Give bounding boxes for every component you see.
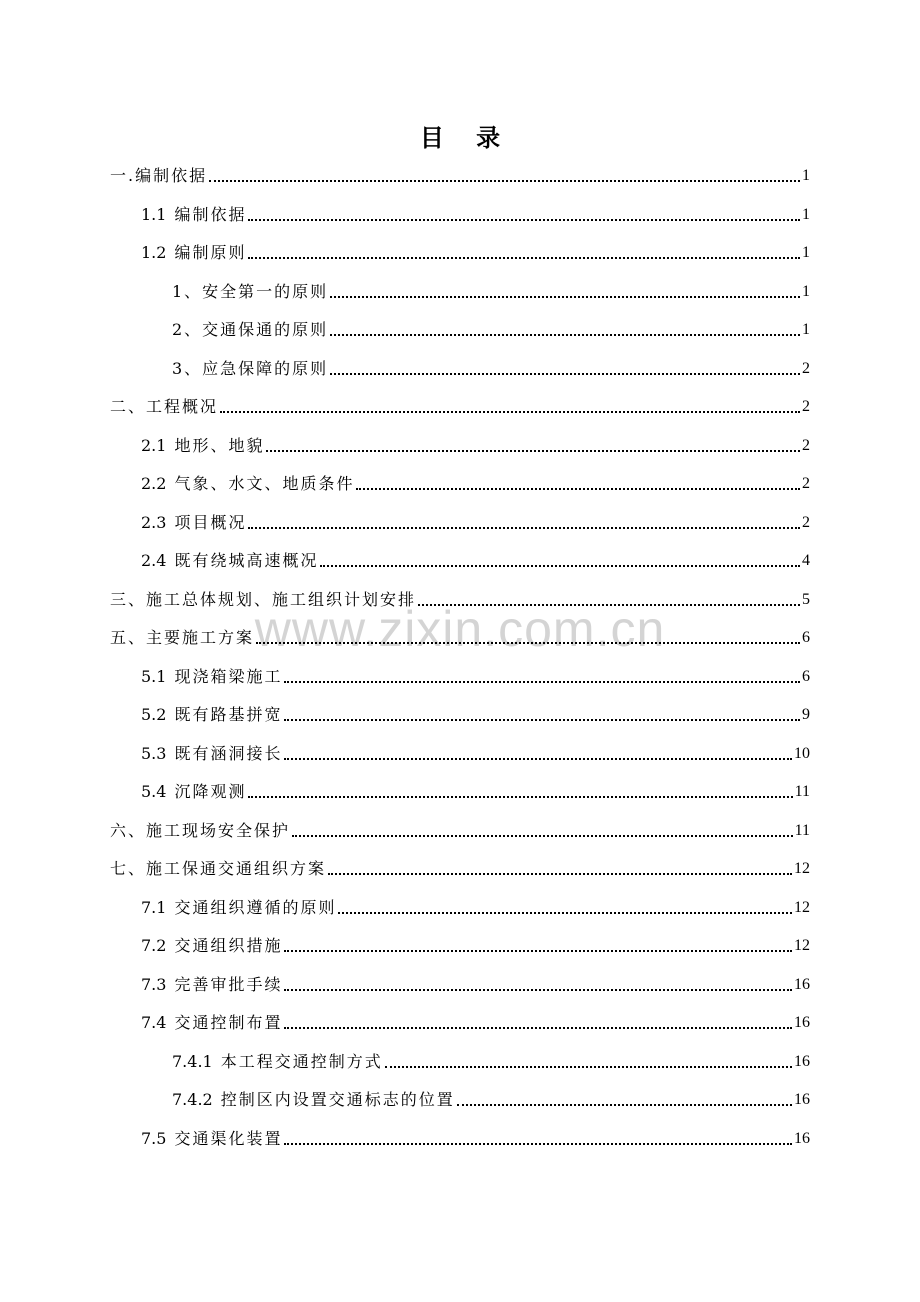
toc-dot-leader [328, 873, 792, 875]
toc-dot-leader [248, 257, 800, 259]
toc-dot-leader [356, 488, 800, 490]
toc-entry-label [141, 741, 282, 767]
toc-entry-label [141, 548, 318, 574]
toc-entry[interactable] [141, 779, 810, 805]
toc-entry-number: 7.4.1 [172, 1052, 213, 1071]
toc-entry-text: 交通组织遵循的原则 [174, 898, 337, 917]
toc-entry[interactable] [141, 702, 810, 728]
toc-entry-label [141, 702, 282, 728]
toc-entry[interactable] [110, 818, 810, 844]
toc-entry[interactable] [110, 856, 810, 882]
toc-entry-label [172, 1087, 455, 1113]
toc-entry-text: 交通控制布置 [174, 1013, 283, 1032]
toc-dot-leader [248, 219, 800, 221]
toc-entry-page-number: 4 [802, 552, 810, 569]
toc-entry-text: 1、安全第一的原则 [172, 282, 329, 301]
toc-dot-leader [330, 296, 800, 298]
toc-entry-text: 控制区内设置交通标志的位置 [220, 1090, 455, 1109]
toc-entry-label [110, 587, 416, 613]
page-title: 目 录 [419, 123, 513, 152]
toc-entry-number: 5.3 [141, 744, 167, 763]
toc-entry-number: 7.2 [141, 936, 167, 955]
toc-dot-leader [284, 758, 792, 760]
toc-entry-label [141, 240, 246, 266]
toc-entry-page-number: 1 [802, 283, 810, 300]
toc-entry-page-number: 11 [794, 783, 810, 800]
toc-entry-page-number: 1 [802, 206, 810, 223]
toc-dot-leader [418, 604, 800, 606]
toc-dot-leader [284, 950, 792, 952]
toc-entry-text: 编制原则 [174, 243, 247, 262]
toc-entry-text: 六、施工现场安全保护 [110, 821, 291, 840]
toc-entry[interactable] [172, 279, 810, 305]
toc-entry-page-number: 12 [794, 937, 810, 954]
toc-entry[interactable] [141, 933, 810, 959]
toc-entry[interactable] [110, 163, 810, 189]
toc-entry-label [141, 933, 282, 959]
watermark: www.zixin.com.cn [254, 601, 666, 657]
toc-entry-text: 交通渠化装置 [174, 1129, 283, 1148]
toc-entry[interactable] [141, 1126, 810, 1152]
toc-entry-label [141, 895, 336, 921]
toc-entry-text: 2、交通保通的原则 [172, 320, 329, 339]
toc-dot-leader [256, 642, 800, 644]
toc-entry[interactable] [110, 394, 810, 420]
toc-entry-text: 项目概况 [174, 513, 247, 532]
toc-entry-page-number: 16 [794, 1091, 810, 1108]
toc-entry-page-number: 16 [794, 976, 810, 993]
toc-entry-number: 2.1 [141, 436, 167, 455]
toc-entry[interactable] [110, 625, 810, 651]
toc-entry-page-number: 16 [794, 1053, 810, 1070]
toc-entry[interactable] [141, 471, 810, 497]
toc-entry-number: 5.1 [141, 667, 167, 686]
toc-entry-label [141, 972, 282, 998]
toc-entry-page-number: 10 [794, 745, 810, 762]
toc-entry-label [110, 625, 254, 651]
toc-dot-leader [220, 411, 800, 413]
toc-entry-label [141, 471, 354, 497]
toc-entry-label [141, 510, 246, 536]
toc-dot-leader [284, 681, 800, 683]
toc-entry-page-number: 9 [802, 706, 810, 723]
toc-entry-page-number: 16 [794, 1014, 810, 1031]
toc-entry-label [172, 279, 328, 305]
toc-entry-number: 7.4 [141, 1013, 167, 1032]
toc-entry-text: 完善审批手续 [174, 975, 283, 994]
toc-entry[interactable] [172, 356, 810, 382]
toc-entry-number: 2.4 [141, 551, 167, 570]
toc-dot-leader [292, 835, 793, 837]
toc-entry-number: 7.3 [141, 975, 167, 994]
toc-entry-text: 地形、地貌 [174, 436, 265, 455]
toc-entry-number: 5.2 [141, 705, 167, 724]
toc-entry-page-number: 1 [802, 321, 810, 338]
toc-dot-leader [338, 912, 792, 914]
toc-entry-label [141, 779, 246, 805]
toc-entry-label [141, 1126, 282, 1152]
toc-entry-label [141, 1010, 282, 1036]
toc-entry-text: 沉降观测 [174, 782, 247, 801]
toc-entry[interactable] [172, 317, 810, 343]
toc-entry-label [172, 1049, 383, 1075]
toc-dot-leader [284, 989, 792, 991]
toc-entry-number: 1.1 [141, 205, 167, 224]
toc-entry-text: 七、施工保通交通组织方案 [110, 859, 327, 878]
toc-dot-leader [209, 180, 800, 182]
toc-entry-number: 1.2 [141, 243, 167, 262]
toc-entry-page-number: 12 [794, 899, 810, 916]
toc-dot-leader [385, 1066, 792, 1068]
toc-dot-leader [330, 373, 800, 375]
toc-entry-page-number: 6 [802, 629, 810, 646]
toc-entry-page-number: 2 [802, 437, 810, 454]
toc-entry[interactable] [141, 895, 810, 921]
toc-entry-label [110, 394, 218, 420]
toc-entry-label [110, 163, 207, 189]
toc-dot-leader [284, 719, 800, 721]
toc-entry[interactable] [141, 510, 810, 536]
toc-entry[interactable] [172, 1087, 810, 1113]
toc-entry-page-number: 2 [802, 398, 810, 415]
toc-entry-number: 7.5 [141, 1129, 167, 1148]
toc-dot-leader [248, 527, 800, 529]
toc-entry-label [141, 202, 246, 228]
toc-entry-text: 五、主要施工方案 [110, 628, 255, 647]
toc-dot-leader [320, 565, 800, 567]
toc-entry-label [172, 317, 328, 343]
toc-entry-page-number: 1 [802, 244, 810, 261]
toc-entry-number: 7.1 [141, 898, 167, 917]
toc-entry[interactable] [110, 587, 810, 613]
toc-entry[interactable] [141, 202, 810, 228]
toc-entry[interactable] [141, 664, 810, 690]
toc-entry-label [141, 433, 264, 459]
toc-entry-page-number: 6 [802, 668, 810, 685]
toc-entry-label [172, 356, 328, 382]
toc-entry[interactable] [141, 240, 810, 266]
toc-entry-text: 既有路基拼宽 [174, 705, 283, 724]
toc-entry-page-number: 16 [794, 1130, 810, 1147]
toc-entry[interactable] [141, 972, 810, 998]
toc-dot-leader [457, 1104, 792, 1106]
toc-entry-page-number: 2 [802, 360, 810, 377]
toc-entry[interactable] [141, 433, 810, 459]
toc-entry-label [110, 818, 290, 844]
toc-dot-leader [266, 450, 800, 452]
toc-entry-page-number: 2 [802, 475, 810, 492]
toc-dot-leader [330, 334, 800, 336]
toc-entry-text: 交通组织措施 [174, 936, 283, 955]
toc-entry-text: 现浇箱梁施工 [174, 667, 283, 686]
toc-dot-leader [248, 796, 792, 798]
toc-entry[interactable] [141, 741, 810, 767]
toc-entry-text: 气象、水文、地质条件 [174, 474, 355, 493]
toc-entry-page-number: 11 [794, 822, 810, 839]
toc-entry-label [141, 664, 282, 690]
toc-entry[interactable] [172, 1049, 810, 1075]
toc-entry-number: 7.4.2 [172, 1090, 213, 1109]
toc-entry-page-number: 1 [802, 167, 810, 184]
toc-entry-text: 三、施工总体规划、施工组织计划安排 [110, 590, 417, 609]
toc-entry-page-number: 12 [794, 860, 810, 877]
toc-entry-number: 5.4 [141, 782, 167, 801]
toc-entry-text: 3、应急保障的原则 [172, 359, 329, 378]
toc-entry-text: 编制依据 [174, 205, 247, 224]
toc-entry-number: 2.3 [141, 513, 167, 532]
toc-entry-label [110, 856, 326, 882]
toc-entry-page-number: 2 [802, 514, 810, 531]
toc-dot-leader [284, 1027, 792, 1029]
toc-entry-text: 一.编制依据 [110, 166, 208, 185]
toc-entry-number: 2.2 [141, 474, 167, 493]
toc-entry-text: 本工程交通控制方式 [220, 1052, 383, 1071]
toc-entry-text: 既有绕城高速概况 [174, 551, 319, 570]
toc-dot-leader [284, 1143, 792, 1145]
toc-entry[interactable] [141, 1010, 810, 1036]
toc-entry-page-number: 5 [802, 591, 810, 608]
toc-entry[interactable] [141, 548, 810, 574]
toc-entry-text: 既有涵洞接长 [174, 744, 283, 763]
toc-entry-text: 二、工程概况 [110, 397, 219, 416]
